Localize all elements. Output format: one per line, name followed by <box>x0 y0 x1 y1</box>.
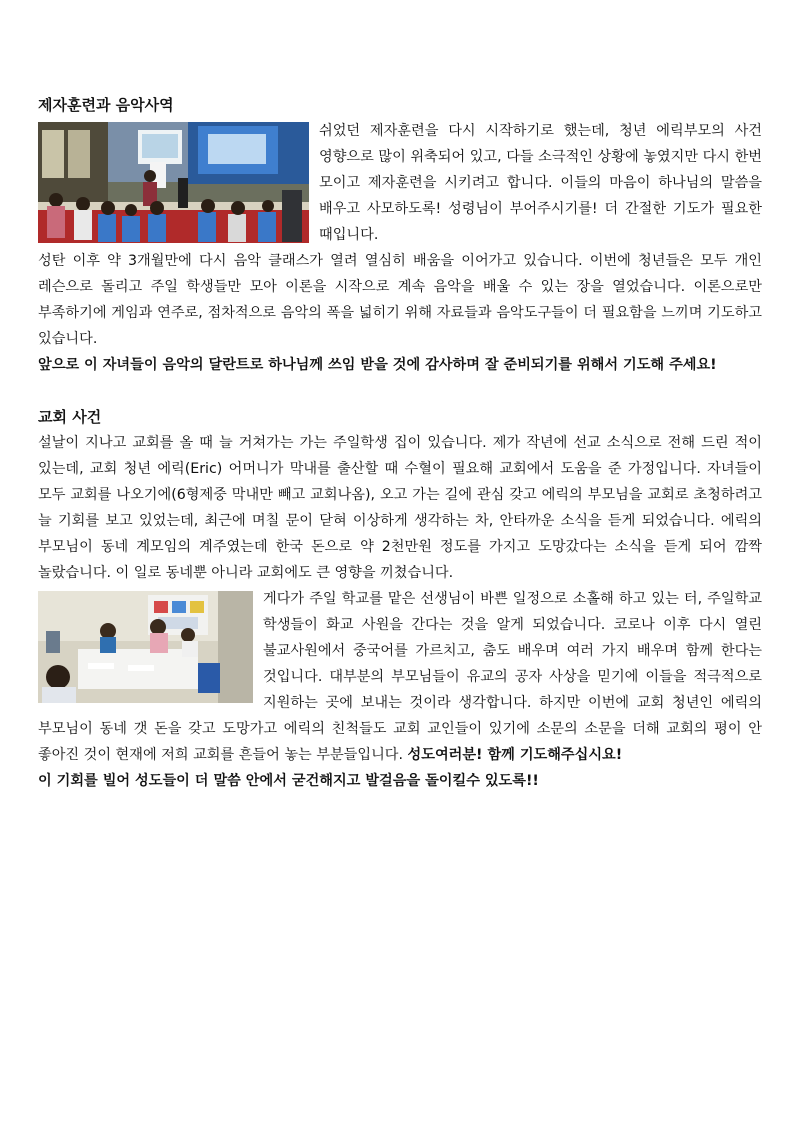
newsletter-page <box>38 92 762 794</box>
section-heading-discipleship-music: 제자훈련과 음악사역 <box>38 96 174 114</box>
prayer-request-church: 성도여러분! 함께 기도해주십시요! <box>407 747 623 763</box>
music-class-photo <box>38 122 309 243</box>
section-spacer <box>38 378 762 404</box>
sunday-school-photo <box>38 591 253 703</box>
section-heading-church-incident: 교회 사건 <box>38 408 102 426</box>
sunday-school-text: 게다가 주일 학교를 맡은 선생님이 바쁜 일정으로 소홀해 하고 있는 터, 주일학교 학생들이 화교 사원을 간다는 것을 알게 되었습니다. 코로나 이후 다시 열린 불교사원에서 중국어를 가르치고, 춤도 배우며 여러 가지 배우며 함께 한다는 것입니다. 대부분의 부모님들이 유교의 공자 사상을 믿기에 이들을 적극적으로 지원하는 곳에 보내는 것이라 생각합니다. 하지만 이번에 교회 청년인 에릭의 부모님이 동네 갯 돈을 갖고 도망가고 에릭의 친척들도 교회 교인들이 있기에 소문의 소문을 더해 교회의 평이 안 좋아진 것이 현재에 저희 교회를 흔들어 놓는 부분들입니다. <box>38 591 762 763</box>
closing-prayer: 이 기회를 빌어 성도들이 더 말씀 안에서 굳건해지고 발걸음을 돌이킬수 있도록!! <box>38 773 539 789</box>
prayer-request-music: 앞으로 이 자녀들이 음악의 달란트로 하나님께 쓰임 받을 것에 감사하며 잘 준비되기를 위해서 기도해 주세요! <box>38 357 717 373</box>
music-class-paragraph: 성탄 이후 약 3개월만에 다시 음악 클래스가 열려 열심히 배움을 이어가고 있습니다. 이번에 청년들은 모두 개인 레슨으로 돌리고 주일 학생들만 모아 이론을 시작으로 계속 음악을 배울 수 있는 장을 열었습니다. 이론으로만 부족하기에 게임과 연주로, 점차적으로 음악의 폭을 넓히기 위해 자료들과 음악도구들이 더 필요함을 느끼며 기도하고 있습니다. <box>38 253 762 347</box>
discipleship-paragraph: 쉬었던 제자훈련을 다시 시작하기로 했는데, 청년 에릭부모의 사건 영향으로 많이 위축되어 있고, 다들 소극적인 상황에 놓였지만 다시 한번 모이고 제자훈련을 시키려고 합니다. 이들의 마음이 하나님의 말씀을 배우고 사모하도록! 성령님이 부어주시기를! 더 간절한 기도가 필요한 때입니다. <box>319 123 762 243</box>
church-incident-paragraph: 설날이 지나고 교회를 올 때 늘 거쳐가는 가는 주일학생 집이 있습니다. 제가 작년에 선교 소식으로 전해 드린 적이 있는데, 교회 청년 에릭(Eric) 어머니가 막내를 출산할 때 수혈이 필요해 교회에서 도움을 준 가정입니다. 자녀들이 모두 교회를 나오기에(6형제중 막내만 빼고 교회나옴), 오고 가는 길에 관심 갖고 에릭의 부모님을 교회로 초청하려고 늘 기회를 보고 있었는데, 최근에 며칠 문이 닫혀 이상하게 생각하는 차, 안타까운 소식을 듣게 되었습니다. 에릭의 부모님이 동네 계모임의 계주였는데 한국 돈으로 약 2천만원 정도를 가지고 도망갔다는 소식을 듣게 되어 깜짝 놀랐습니다. 이 일로 동네뿐 아니라 교회에도 큰 영향을 끼쳤습니다. <box>38 435 762 581</box>
